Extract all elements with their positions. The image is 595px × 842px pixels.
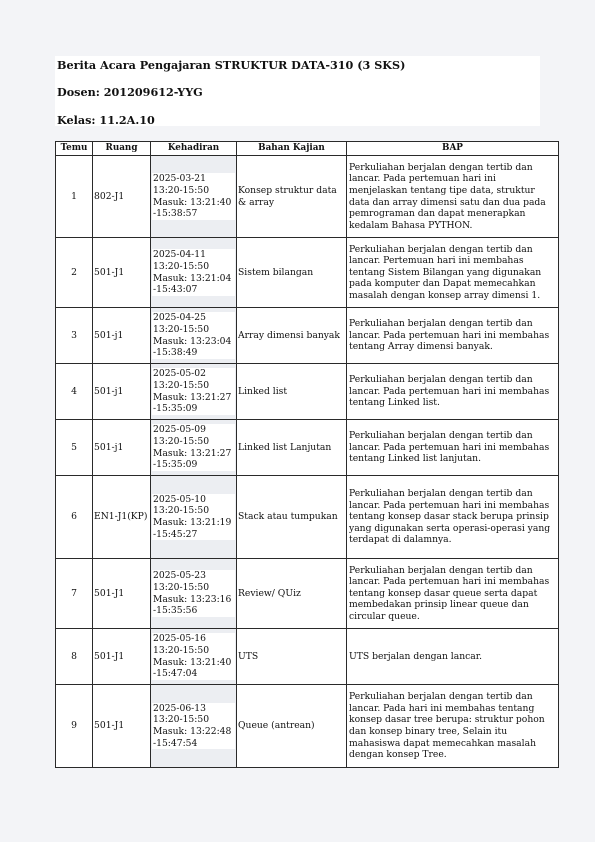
cell-bap [347, 238, 559, 308]
attendance-check-in: Masuk: 13:21:40 [153, 656, 232, 668]
cell-ruang: 501-j1 [93, 308, 151, 364]
cell-bap [347, 476, 559, 559]
cell-kehadiran [151, 308, 237, 364]
attendance-check-out: -15:43:07 [153, 284, 198, 296]
column-header-kehadiran: Kehadiran [151, 142, 237, 156]
cell-bap [347, 685, 559, 768]
attendance-schedule: 13:20-15:50 [153, 714, 210, 726]
cell-ruang: 501-J1 [93, 629, 151, 685]
column-header-ruang: Ruang [93, 142, 151, 156]
table-row [56, 685, 559, 768]
bap-text: Perkuliahan berjalan dengan tertib dan lancar. Pada pertemuan hari ini membahas tentang konsep dasar queue serta dapat membedakan prinsip linear queue dan circular queue. [348, 565, 557, 623]
cell-ruang: 501-J1 [93, 685, 151, 768]
attendance-date: 2025-05-16 [153, 633, 206, 645]
cell-temu: 3 [56, 308, 93, 364]
cell-temu: 9 [56, 685, 93, 768]
bap-text: Perkuliahan berjalan dengan tertib dan lancar. Pada hari ini membahas tentang konsep dasar tree berupa: struktur pohon dan konsep binary tree, Selain itu mahasiswa dapat memecahkan masalah dengan konsep Tree. [348, 691, 557, 761]
cell-kehadiran [151, 559, 237, 629]
cell-bahan-kajian: Linked list Lanjutan [237, 420, 347, 476]
attendance-check-out: -15:35:09 [153, 403, 198, 415]
attendance-schedule: 13:20-15:50 [153, 323, 210, 335]
attendance-check-in: Masuk: 13:21:40 [153, 196, 232, 208]
table-row [56, 308, 559, 364]
attendance-check-out: -15:38:49 [153, 347, 198, 359]
cell-temu: 4 [56, 364, 93, 420]
attendance-schedule: 13:20-15:50 [153, 184, 210, 196]
table-row [56, 156, 559, 238]
attendance-check-in: Masuk: 13:21:27 [153, 447, 232, 459]
attendance-check-out: -15:47:04 [153, 668, 198, 680]
cell-temu: 7 [56, 559, 93, 629]
attendance-schedule: 13:20-15:50 [153, 644, 210, 656]
cell-bap [347, 156, 559, 238]
cell-bahan-kajian: Queue (antrean) [237, 685, 347, 768]
column-header-bahan-kajian: Bahan Kajian [237, 142, 347, 156]
cell-ruang: 501-J1 [93, 238, 151, 308]
attendance-date: 2025-05-09 [153, 424, 206, 436]
attendance-check-in: Masuk: 13:22:48 [153, 726, 232, 737]
cell-ruang: 501-j1 [93, 420, 151, 476]
class-line: Kelas: 11.2A.10 [57, 113, 155, 127]
bap-text: Perkuliahan berjalan dengan tertib dan lancar. Pada pertemuan hari ini membahas tentang Linked list lanjutan. [348, 430, 557, 465]
cell-kehadiran [151, 685, 237, 768]
attendance-date: 2025-03-21 [153, 173, 206, 185]
table-row [56, 238, 559, 308]
cell-temu: 5 [56, 420, 93, 476]
cell-bap [347, 308, 559, 364]
cell-bap [347, 420, 559, 476]
course-title: Berita Acara Pengajaran STRUKTUR DATA-310 (3 SKS) [57, 58, 406, 72]
attendance-schedule: 13:20-15:50 [153, 581, 210, 593]
cell-temu: 2 [56, 238, 93, 308]
table-row [56, 629, 559, 685]
bap-text: Perkuliahan berjalan dengan tertib dan lancar. Pada pertemuan hari ini menjelaskan tentang tipe data, struktur data dan array dimensi satu dan dua pada pemrograman dan dapat menerapkan kedalam Bahasa PYTHON. [348, 162, 557, 232]
teaching-record-table [55, 141, 559, 768]
cell-kehadiran [151, 156, 237, 238]
attendance-date: 2025-05-23 [153, 570, 206, 582]
cell-kehadiran [151, 476, 237, 559]
attendance-schedule: 13:20-15:50 [153, 435, 210, 447]
attendance-check-out: -15:35:09 [153, 459, 198, 471]
cell-temu: 1 [56, 156, 93, 238]
cell-temu: 8 [56, 629, 93, 685]
bap-text: Perkuliahan berjalan dengan tertib dan lancar. Pertemuan hari ini membahas tentang Sistem Bilangan yang digunakan pada komputer dan Dapat memecahkan masalah dengan konsep array dimensi 1. [348, 244, 557, 302]
cell-ruang: 501-j1 [93, 364, 151, 420]
bap-text: UTS berjalan dengan lancar. [348, 651, 557, 663]
attendance-date: 2025-06-13 [153, 702, 206, 714]
cell-bap [347, 559, 559, 629]
bap-text: Perkuliahan berjalan dengan tertib dan lancar. Pada pertemuan hari ini membahas tentang konsep dasar stack berupa prinsip yang digunakan serta operasi-operasi yang terdapat di dalamnya. [348, 488, 557, 546]
attendance-schedule: 13:20-15:50 [153, 379, 210, 391]
attendance-date: 2025-05-02 [153, 368, 206, 380]
bap-text: Perkuliahan berjalan dengan tertib dan lancar. Pada pertemuan hari ini membahas tentang Linked list. [348, 374, 557, 409]
cell-kehadiran [151, 420, 237, 476]
cell-bap [347, 364, 559, 420]
attendance-check-in: Masuk: 13:21:27 [153, 391, 232, 403]
bap-text: Perkuliahan berjalan dengan tertib dan lancar. Pada pertemuan hari ini membahas tentang Array dimensi banyak. [348, 318, 557, 353]
cell-kehadiran [151, 238, 237, 308]
table-row [56, 559, 559, 629]
attendance-check-out: -15:38:57 [153, 208, 198, 220]
cell-bahan-kajian: UTS [237, 629, 347, 685]
attendance-date: 2025-05-10 [153, 493, 206, 505]
table-row [56, 476, 559, 559]
cell-bahan-kajian: Sistem bilangan [237, 238, 347, 308]
cell-bahan-kajian: Array dimensi banyak [237, 308, 347, 364]
cell-kehadiran [151, 629, 237, 685]
attendance-schedule: 13:20-15:50 [153, 260, 210, 272]
cell-ruang: 501-J1 [93, 559, 151, 629]
cell-ruang: EN1-J1(KP) [93, 476, 151, 559]
cell-bap [347, 629, 559, 685]
lecturer-line: Dosen: 201209612-YYG [57, 85, 203, 99]
cell-bahan-kajian: Stack atau tumpukan [237, 476, 347, 559]
attendance-schedule: 13:20-15:50 [153, 505, 210, 517]
cell-bahan-kajian: Linked list [237, 364, 347, 420]
cell-kehadiran [151, 364, 237, 420]
cell-ruang: 802-J1 [93, 156, 151, 238]
cell-bahan-kajian: Review/ QUiz [237, 559, 347, 629]
cell-temu: 6 [56, 476, 93, 559]
attendance-check-in: Masuk: 13:23:04 [153, 335, 232, 347]
attendance-date: 2025-04-11 [153, 249, 206, 261]
attendance-check-in: Masuk: 13:21:19 [153, 517, 232, 528]
attendance-check-out: -15:35:56 [153, 605, 198, 617]
document-header [55, 56, 540, 126]
table-header-row [56, 142, 559, 156]
table-row [56, 420, 559, 476]
attendance-check-out: -15:47:54 [153, 737, 198, 749]
attendance-check-in: Masuk: 13:21:04 [153, 272, 232, 284]
cell-bahan-kajian: Konsep struktur data & array [237, 156, 347, 238]
table-row [56, 364, 559, 420]
attendance-date: 2025-04-25 [153, 312, 206, 324]
attendance-check-out: -15:45:27 [153, 528, 198, 540]
column-header-temu: Temu [56, 142, 93, 156]
column-header-bap: BAP [347, 142, 559, 156]
attendance-check-in: Masuk: 13:23:16 [153, 593, 232, 605]
